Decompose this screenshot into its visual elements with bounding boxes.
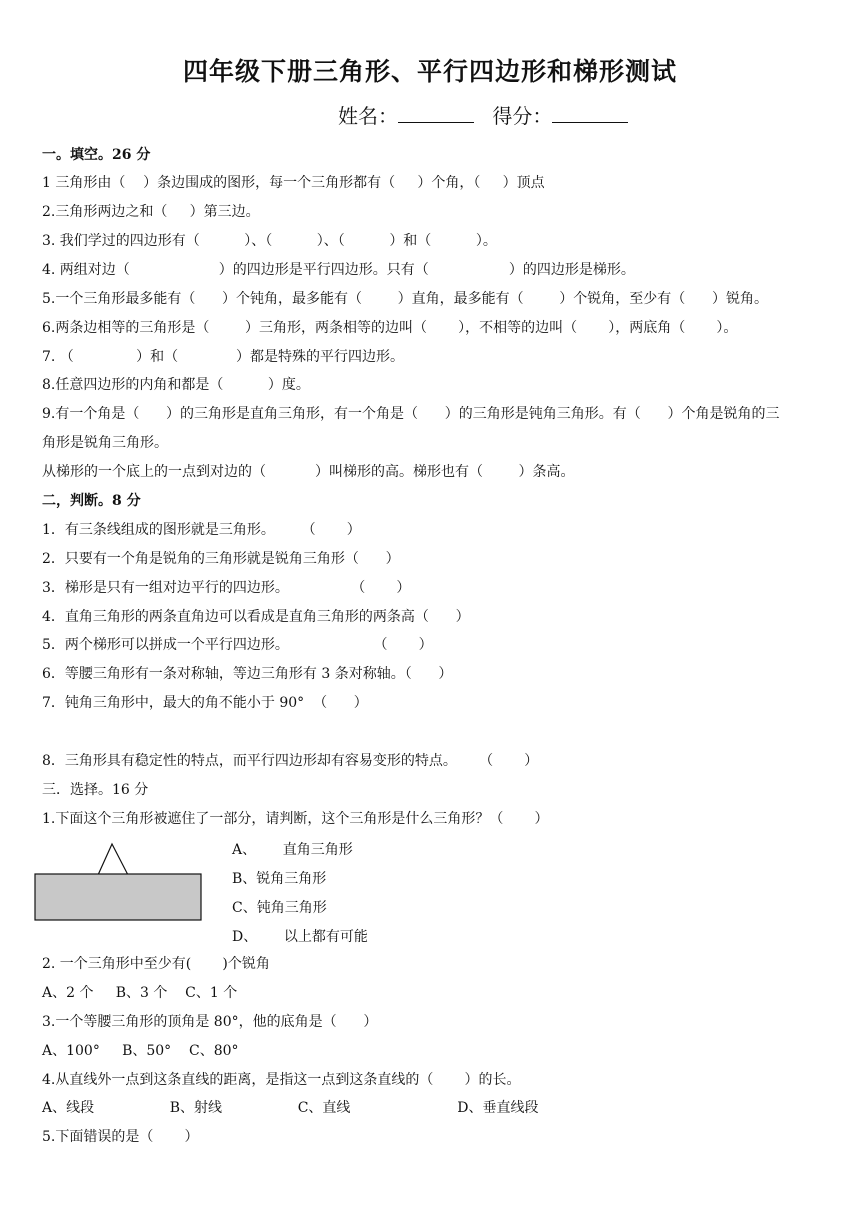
fill-question: 9.有一个角是（ ）的三角形是直角三角形，有一个角是（ ）的三角形是钝角三角形。有（ ）个角是锐角的三 [42,406,780,422]
judge-question: 1．有三条线组成的图形就是三角形。 （ ） [42,522,361,538]
name-blank[interactable] [398,104,474,123]
triangle-apex [98,844,128,875]
fill-question: 7. （ ）和（ ）都是特殊的平行四边形。 [42,349,404,365]
fill-question: 6.两条边相等的三角形是（ ）三角形，两条相等的边叫（ ），不相等的边叫（ ），两底角（ ）。 [42,320,738,336]
name-score-row [338,100,640,129]
choice-question-1: 1.下面这个三角形被遮住了一部分，请判断，这个三角形是什么三角形？（ ） [42,811,549,827]
choice-options-4: A、线段 B、射线 C、直线 D、垂直线段 [42,1100,539,1116]
section1-heading: 一。填空。26 分 [42,147,151,163]
score-label: 得分： [492,104,553,128]
fill-question: 4. 两组对边（ ）的四边形是平行四边形。只有（ ）的四边形是梯形。 [42,262,635,278]
option-a: A、 直角三角形 [232,842,353,858]
judge-question: 2．只要有一个角是锐角的三角形就是锐角三角形（ ） [42,551,400,567]
option-d: D、 以上都有可能 [232,929,368,945]
section3-heading: 三．选择。16 分 [42,782,149,798]
choice-question-3: 3.一个等腰三角形的顶角是 80°，他的底角是（ ） [42,1014,378,1030]
page-title: 四年级下册三角形、平行四边形和梯形测试 [182,57,677,86]
section2-heading: 二，判断。8 分 [42,493,141,509]
option-c: C、钝角三角形 [232,900,327,916]
fill-question-continued: 角形是锐角三角形。 [42,435,168,451]
choice-question-4: 4.从直线外一点到这条直线的距离，是指这一点到这条直线的（ ）的长。 [42,1072,521,1088]
covered-triangle-figure [34,842,206,926]
fill-question: 8.任意四边形的内角和都是（ ）度。 [42,377,310,393]
fill-question: 1 三角形由（ ）条边围成的图形，每一个三角形都有（ ）个角，（ ）顶点 [42,175,545,191]
fill-question: 5.一个三角形最多能有（ ）个钝角，最多能有（ ）直角，最多能有（ ）个锐角，至少有（ ）锐角。 [42,291,768,307]
fill-question: 2.三角形两边之和（ ）第三边。 [42,204,260,220]
judge-question: 3．梯形是只有一组对边平行的四边形。 （ ） [42,580,411,596]
fill-question: 3. 我们学过的四边形有（ ）、（ ）、（ ）和（ ）。 [42,233,497,249]
choice-question-5: 5.下面错误的是（ ） [42,1129,199,1145]
choice-question-2: 2. 一个三角形中至少有( )个锐角 [42,956,270,972]
fill-question: 从梯形的一个底上的一点到对边的（ ）叫梯形的高。梯形也有（ ）条高。 [42,464,575,480]
covering-rectangle [35,874,201,920]
choice-options-2: A、2 个 B、3 个 C、1 个 [42,985,238,1001]
judge-question: 6．等腰三角形有一条对称轴，等边三角形有 3 条对称轴。（ ） [42,666,453,682]
name-label: 姓名： [338,104,398,128]
judge-question: 7．钝角三角形中，最大的角不能小于 90° （ ） [42,695,368,711]
judge-question: 8．三角形具有稳定性的特点，而平行四边形却有容易变形的特点。 （ ） [42,753,539,769]
judge-question: 5．两个梯形可以拼成一个平行四边形。 （ ） [42,637,433,653]
option-b: B、锐角三角形 [232,871,327,887]
choice-options-3: A、100° B、50° C、80° [42,1043,239,1059]
score-blank[interactable] [552,104,628,123]
judge-question: 4．直角三角形的两条直角边可以看成是直角三角形的两条高（ ） [42,609,470,625]
